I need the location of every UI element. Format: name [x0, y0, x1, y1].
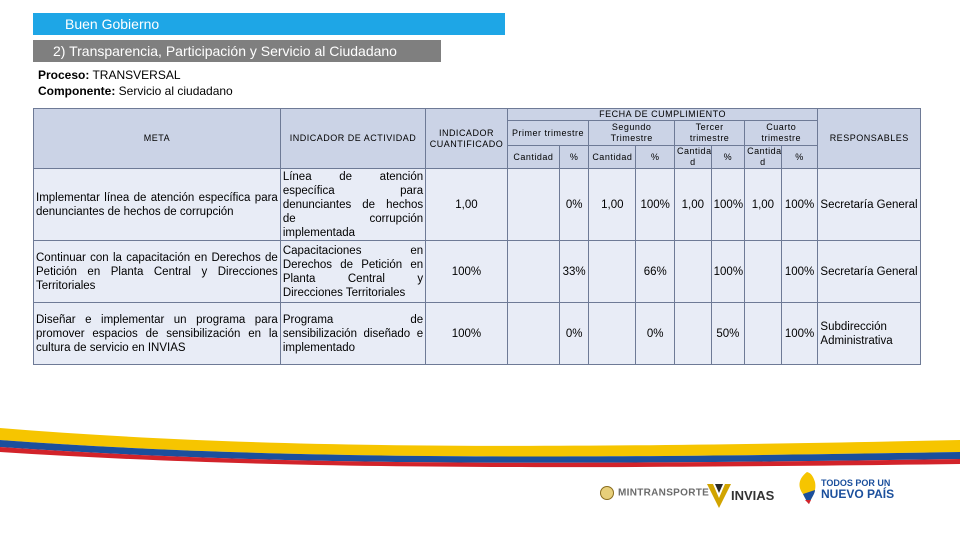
row-t2-pct: 66%: [636, 241, 675, 303]
table-row: [34, 169, 921, 241]
row-t1-cant: [507, 303, 559, 365]
table-row: [34, 303, 921, 365]
row-responsable: Secretaría General: [818, 169, 921, 241]
t2-pct: %: [636, 146, 675, 169]
col-indicador-actividad: INDICADOR DE ACTIVIDAD: [280, 109, 425, 169]
row-t2-cant: [589, 241, 636, 303]
flag-wave-decoration: [0, 400, 960, 470]
row-meta: Continuar con la capacitación en Derechos de Petición en Planta Central y Direcciones Territoriales: [34, 241, 281, 303]
t3-cantidad: Cantida d: [675, 146, 712, 169]
row-meta: Implementar línea de atención específica para denunciantes de hechos de corrupción: [34, 169, 281, 241]
proceso-value: TRANSVERSAL: [89, 68, 181, 82]
row-t4-cant: 1,00: [745, 169, 782, 241]
t4-cantidad: Cantida d: [745, 146, 782, 169]
t2-cantidad: Cantidad: [589, 146, 636, 169]
mintransporte-logo: [600, 486, 709, 500]
header-row-1: [34, 109, 921, 121]
row-cuantificado: 1,00: [426, 169, 508, 241]
t1-cantidad: Cantidad: [507, 146, 559, 169]
logo-pais-line2: NUEVO PAÍS: [821, 487, 895, 501]
row-t2-cant: 1,00: [589, 169, 636, 241]
col-fecha: FECHA DE CUMPLIMIENTO: [507, 109, 818, 121]
col-t4: Cuarto trimestre: [745, 121, 818, 146]
row-cuantificado: 100%: [426, 303, 508, 365]
t4-pct: %: [781, 146, 818, 169]
row-t2-cant: [589, 303, 636, 365]
row-t3-pct: 50%: [711, 303, 744, 365]
row-t1-pct: 0%: [560, 169, 589, 241]
action-plan-table: [33, 108, 921, 365]
row-t4-cant: [745, 241, 782, 303]
row-cuantificado: 100%: [426, 241, 508, 303]
row-t1-cant: [507, 241, 559, 303]
process-info: [38, 67, 233, 99]
row-responsable: Subdirección Administrativa: [818, 303, 921, 365]
row-t3-pct: 100%: [711, 241, 744, 303]
row-indicador: Línea de atención específica para denunciantes de hechos de corrupción implementada: [280, 169, 425, 241]
row-t2-pct: 0%: [636, 303, 675, 365]
table-row: [34, 241, 921, 303]
shield-icon: [600, 486, 614, 500]
section-title: Buen Gobierno: [33, 13, 505, 35]
invias-logo: [705, 482, 780, 515]
col-t2: Segundo Trimestre: [589, 121, 675, 146]
row-t4-pct: 100%: [781, 169, 818, 241]
proceso-line: [38, 67, 233, 83]
row-meta: Diseñar e implementar un programa para promover espacios de sensibilización en la cultura de servicio en INVIAS: [34, 303, 281, 365]
row-indicador: Capacitaciones en Derechos de Petición en Planta Central y Direcciones Territoriales: [280, 241, 425, 303]
section-subtitle: 2) Transparencia, Participación y Servicio al Ciudadano: [33, 40, 441, 62]
row-t4-pct: 100%: [781, 303, 818, 365]
row-t3-pct: 100%: [711, 169, 744, 241]
col-meta: META: [34, 109, 281, 169]
col-indicador-cuantificado: INDICADOR CUANTIFICADO: [426, 109, 508, 169]
logo-pais-line1: TODOS POR UN: [821, 478, 891, 488]
componente-value: Servicio al ciudadano: [115, 84, 233, 98]
proceso-label: Proceso:: [38, 68, 90, 82]
row-t3-cant: 1,00: [675, 169, 712, 241]
row-t1-cant: [507, 169, 559, 241]
row-t4-cant: [745, 303, 782, 365]
row-t4-pct: 100%: [781, 241, 818, 303]
row-t3-cant: [675, 303, 712, 365]
colombia-map-icon: [795, 470, 819, 506]
row-t1-pct: 0%: [560, 303, 589, 365]
row-t3-cant: [675, 241, 712, 303]
row-indicador: Programa de sensibilización diseñado e implementado: [280, 303, 425, 365]
col-t1: Primer trimestre: [507, 121, 589, 146]
row-t2-pct: 100%: [636, 169, 675, 241]
componente-label: Componente:: [38, 84, 116, 98]
row-t1-pct: 33%: [560, 241, 589, 303]
row-responsable: Secretaría General: [818, 241, 921, 303]
invias-text: INVIAS: [731, 488, 775, 503]
col-t3: Tercer trimestre: [675, 121, 745, 146]
t1-pct: %: [560, 146, 589, 169]
t3-pct: %: [711, 146, 744, 169]
mintransporte-text: MINTRANSPORTE: [618, 487, 710, 499]
componente-line: [38, 83, 233, 99]
col-responsables: RESPONSABLES: [818, 109, 921, 169]
